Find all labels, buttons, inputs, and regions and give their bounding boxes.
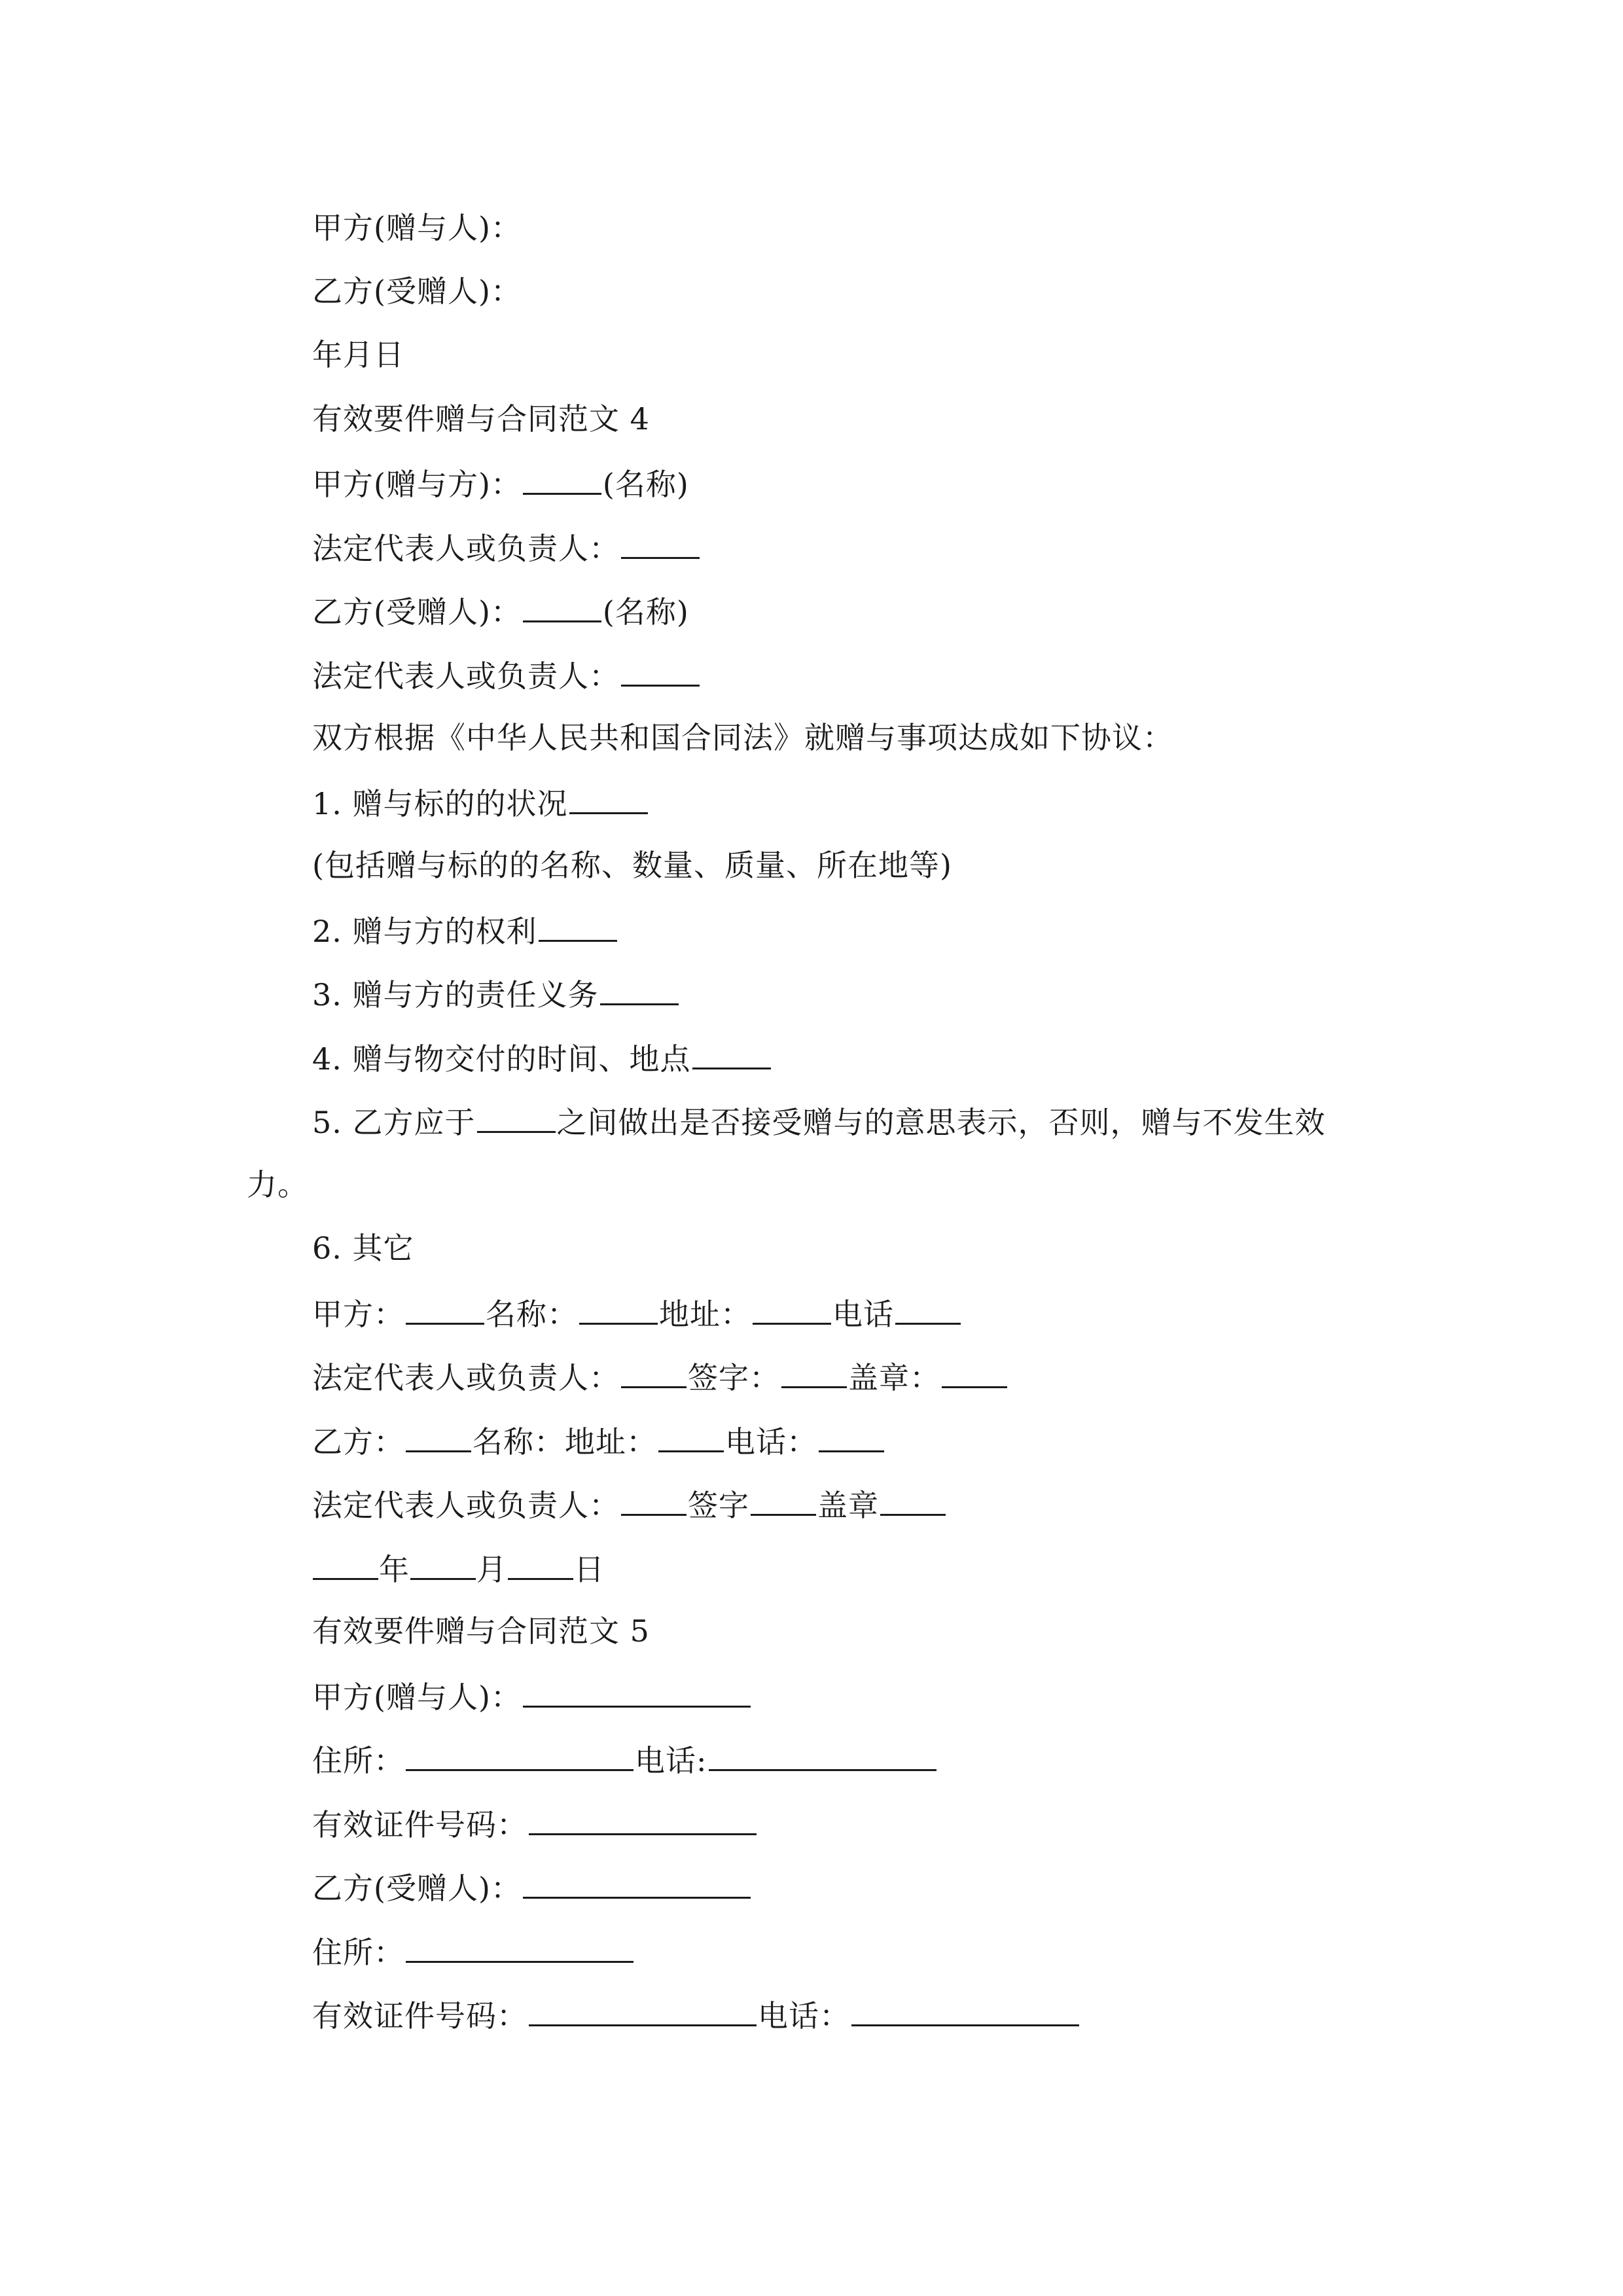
text: 法定代表人或负责人： <box>312 658 620 694</box>
fill-blank <box>658 1420 724 1452</box>
fill-blank <box>529 1803 757 1835</box>
text: 电话: <box>635 1743 707 1778</box>
clause-6 <box>312 1229 414 1268</box>
fill-blank <box>819 1420 884 1452</box>
clause-1 <box>312 782 649 823</box>
fill-blank <box>709 1739 936 1771</box>
section-title-5 <box>312 1611 650 1651</box>
fill-blank <box>406 1293 484 1325</box>
text: 5. 乙方应于 <box>312 1105 476 1140</box>
text: 之间做出是否接受赠与的意思表示，否则，赠与不发生效 <box>556 1105 1326 1140</box>
text: 月 <box>476 1552 507 1587</box>
party-a-giver-line <box>312 463 689 504</box>
party-b-donee-line <box>312 272 522 311</box>
text: 乙方(受赠人)： <box>312 594 522 630</box>
text: 住所： <box>312 1743 404 1778</box>
text: 电话 <box>832 1297 894 1332</box>
text: 电话： <box>758 1998 850 2034</box>
fill-blank <box>579 1293 658 1325</box>
text: 签字： <box>688 1360 780 1395</box>
text: 地址： <box>659 1297 751 1332</box>
clause-3 <box>312 973 680 1014</box>
text: 有效要件赠与合同范文 5 <box>312 1613 650 1649</box>
text: 名称：地址： <box>473 1424 657 1460</box>
fill-blank <box>621 527 700 559</box>
address-phone-line <box>312 1739 938 1780</box>
party-b-receiver-line <box>312 590 689 632</box>
text: 乙方： <box>312 1424 404 1460</box>
text: 乙方(受赠人)： <box>312 1871 522 1906</box>
text: 4. 赠与物交付的时间、地点 <box>312 1041 691 1077</box>
id-number-phone-line <box>312 1994 1080 2036</box>
date-line <box>312 335 404 374</box>
fill-blank <box>539 910 617 942</box>
text: 双方根据《中华人民共和国合同法》就赠与事项达成如下协议： <box>312 720 1173 755</box>
fill-blank <box>621 1356 687 1388</box>
fill-blank <box>406 1420 471 1452</box>
text: 日 <box>574 1552 605 1587</box>
fill-blank <box>942 1356 1007 1388</box>
text: 1. 赠与标的的状况 <box>312 786 568 821</box>
text: 名称： <box>486 1297 578 1332</box>
fill-blank <box>313 1548 378 1580</box>
party-a-donor-line <box>312 1676 752 1717</box>
text: 力。 <box>247 1167 308 1202</box>
fill-blank <box>523 1867 751 1899</box>
text: 有效证件号码： <box>312 1998 527 2034</box>
fill-blank <box>880 1484 946 1516</box>
fill-blank <box>895 1293 961 1325</box>
clause-5 <box>312 1101 1326 1142</box>
text: 甲方(赠与人)： <box>312 1679 522 1715</box>
fill-blank <box>410 1548 476 1580</box>
fill-blank <box>851 1994 1079 2026</box>
fill-blank <box>781 1356 847 1388</box>
text: 6. 其它 <box>312 1230 414 1266</box>
text: 年月日 <box>312 337 404 372</box>
fill-blank <box>753 1293 831 1325</box>
party-b-donee-line <box>312 1867 752 1908</box>
fill-blank <box>621 655 700 687</box>
clause-2 <box>312 910 618 951</box>
text: 乙方(受赠人)： <box>312 274 522 309</box>
text: 3. 赠与方的责任义务 <box>312 977 599 1013</box>
text: 2. 赠与方的权利 <box>312 914 537 949</box>
fill-blank <box>477 1101 556 1133</box>
legal-rep-line <box>312 655 701 696</box>
fill-blank <box>406 1931 633 1963</box>
text: 有效要件赠与合同范文 4 <box>312 401 650 437</box>
party-a-signature-line <box>312 1293 962 1334</box>
clause-5-continuation <box>247 1165 308 1204</box>
fill-blank <box>523 1676 751 1708</box>
fill-blank <box>600 973 679 1005</box>
text: 法定代表人或负责人： <box>312 1360 620 1395</box>
fill-blank <box>529 1994 757 2026</box>
party-a-donor-line <box>312 208 522 247</box>
text: 有效证件号码： <box>312 1807 527 1842</box>
fill-blank <box>508 1548 573 1580</box>
text: 甲方： <box>312 1297 404 1332</box>
fill-blank <box>406 1739 633 1771</box>
text: 年 <box>379 1552 410 1587</box>
text: (名称) <box>602 594 689 630</box>
text: 电话： <box>725 1424 817 1460</box>
text: 盖章 <box>817 1488 879 1523</box>
text: (名称) <box>602 467 689 502</box>
text: 甲方(赠与方)： <box>312 467 522 502</box>
party-b-rep-signature-line <box>312 1484 947 1525</box>
fill-blank <box>523 590 601 622</box>
id-number-line <box>312 1803 758 1844</box>
clause-1-note <box>312 846 952 885</box>
party-a-rep-signature-line <box>312 1356 1008 1397</box>
fill-blank <box>692 1037 771 1069</box>
fill-blank <box>523 463 601 495</box>
address-line <box>312 1931 635 1972</box>
section-title-4 <box>312 399 650 439</box>
signing-date-line <box>312 1548 605 1589</box>
clause-4 <box>312 1037 772 1079</box>
party-b-signature-line <box>312 1420 885 1462</box>
text: (包括赠与标的的名称、数量、质量、所在地等) <box>312 848 952 883</box>
fill-blank <box>621 1484 687 1516</box>
text: 住所： <box>312 1935 404 1970</box>
agreement-intro <box>312 718 1173 757</box>
text: 盖章： <box>848 1360 940 1395</box>
text: 法定代表人或负责人： <box>312 531 620 566</box>
legal-rep-line <box>312 527 701 568</box>
text: 甲方(赠与人)： <box>312 210 522 245</box>
text: 签字 <box>688 1488 749 1523</box>
fill-blank <box>751 1484 816 1516</box>
fill-blank <box>569 782 648 814</box>
text: 法定代表人或负责人： <box>312 1488 620 1523</box>
